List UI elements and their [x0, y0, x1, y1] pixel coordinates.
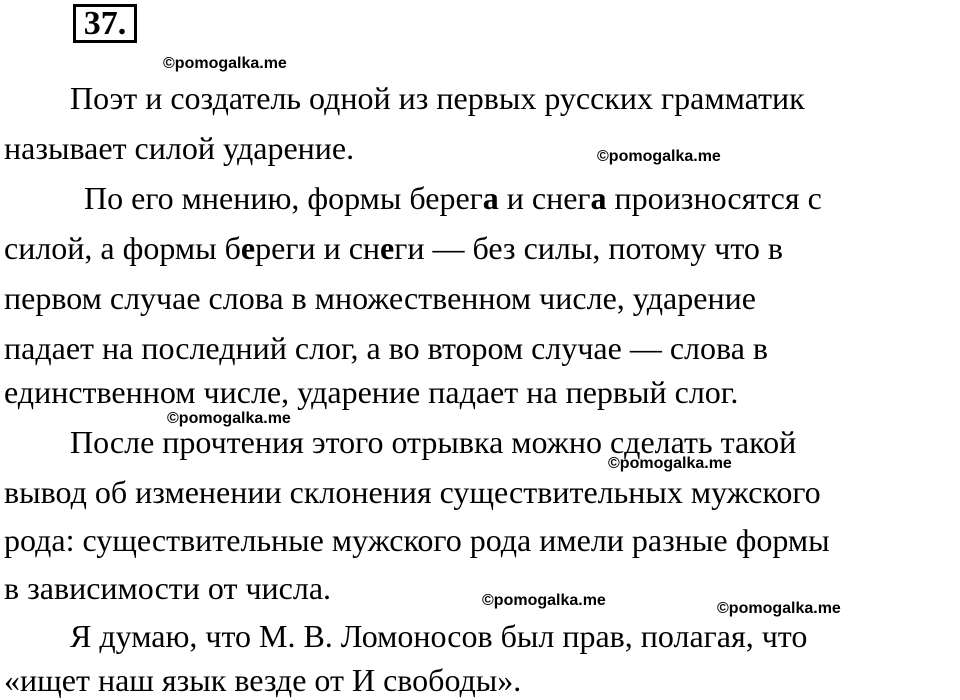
watermark: ©pomogalka.me — [482, 592, 606, 609]
paragraph-line: По его мнению, формы берега и снега произносятся с — [84, 180, 822, 216]
task-number-box — [73, 4, 137, 43]
watermark: ©pomogalka.me — [163, 55, 287, 72]
watermark: ©pomogalka.me — [597, 148, 721, 165]
paragraph-line: вывод об изменении склонения существительных мужского — [4, 474, 821, 510]
paragraph-line: в зависимости от числа. — [4, 570, 332, 606]
paragraph-line: Поэт и создатель одной из первых русских грамматик — [70, 80, 805, 116]
paragraph-line: «ищет наш язык везде от И свободы». — [4, 662, 522, 698]
paragraph-line: падает на последний слог, а во втором случае — слова в — [4, 330, 768, 366]
paragraph-line: первом случае слова в множественном числе, ударение — [4, 280, 756, 316]
stressed-letter: е — [240, 230, 256, 266]
paragraph-line: После прочтения этого отрывка можно сделать такой — [70, 424, 797, 460]
paragraph-line: рода: существительные мужского рода имели разные формы — [4, 522, 830, 558]
paragraph-line: единственном числе, ударение падает на первый слог. — [4, 374, 739, 410]
task-number: 37. — [83, 4, 127, 42]
watermark: ©pomogalka.me — [608, 455, 732, 472]
stressed-letter: е — [380, 230, 395, 266]
watermark: ©pomogalka.me — [167, 410, 291, 427]
paragraph-line: называет силой ударение. — [4, 130, 355, 166]
stressed-letter: а — [482, 180, 499, 216]
paragraph-line: Я думаю, что М. В. Ломоносов был прав, полагая, что — [70, 618, 808, 654]
stressed-letter: а — [590, 180, 607, 216]
watermark: ©pomogalka.me — [717, 600, 841, 617]
paragraph-line: силой, а формы береги и снеги — без силы, потому что в — [4, 230, 784, 266]
